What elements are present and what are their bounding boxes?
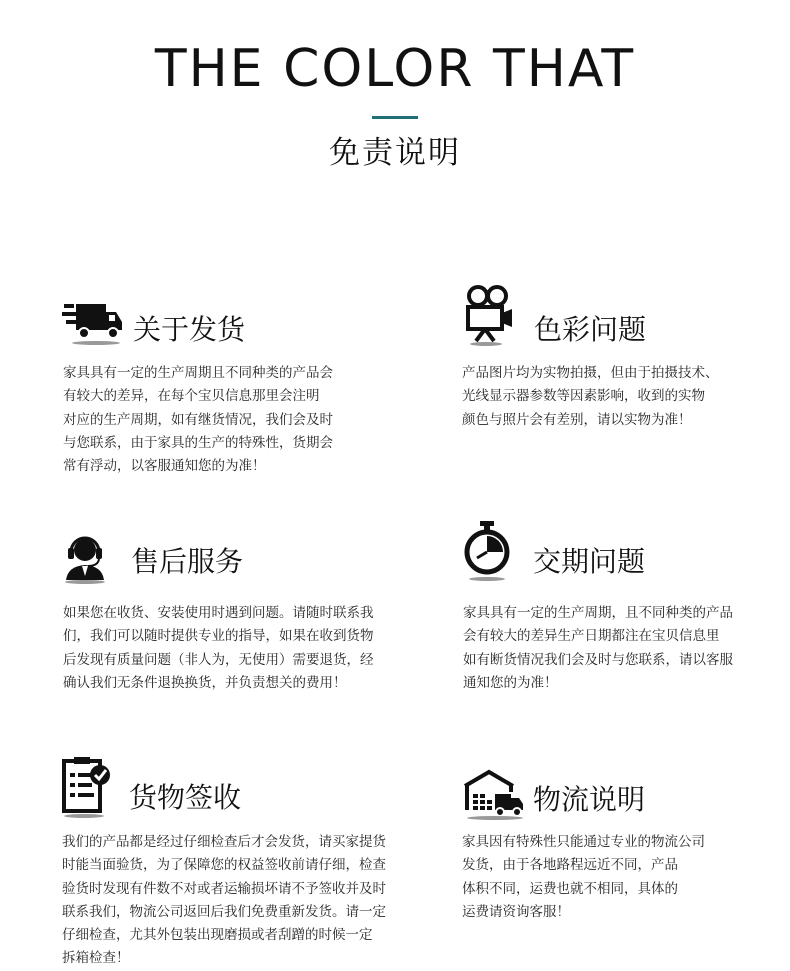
section-body: [462, 362, 719, 432]
section-title: 售后服务: [131, 545, 244, 578]
body-line: 时能当面验货，为了保障您的权益签收前请仔细，检查: [62, 857, 386, 874]
body-line: 光线显示器参数等因素影响，收到的实物: [462, 388, 705, 405]
video-camera-icon: [462, 285, 518, 347]
section-body: [463, 602, 733, 695]
section-body: [63, 602, 374, 695]
body-line: 们，我们可以随时提供专业的指导，如果在收到货物: [63, 628, 374, 645]
customer-service-icon: [62, 528, 108, 584]
body-line: 颜色与照片会有差别，请以实物为准！: [462, 411, 692, 428]
body-line: 家具因有特殊性只能通过专业的物流公司: [462, 834, 705, 850]
section-body: [63, 362, 333, 478]
body-line: 体积不同，运费也就不相同，具体的: [462, 880, 678, 897]
section-body: [462, 831, 705, 924]
body-line: 家具具有一定的生产周期且不同种类的产品会: [63, 365, 333, 381]
warehouse-truck-icon: [463, 768, 527, 820]
body-line: 后发现有质量问题（非人为，无使用）需要退货，经: [63, 651, 374, 668]
body-line: 如有断货情况我们会及时与您联系，请以客服: [463, 651, 733, 668]
page-title: THE COLOR THAT: [154, 39, 636, 99]
body-line: 运费请资询客服！: [462, 903, 570, 920]
body-line: 对应的生产周期，如有继货情况，我们会及时: [63, 411, 333, 428]
body-line: 仔细检查，尤其外包装出现磨损或者刮蹭的时候一定: [62, 927, 373, 944]
body-line: 通知您的为准！: [463, 674, 558, 691]
section-title: 货物签收: [129, 781, 242, 814]
body-line: 验货时发现有件数不对或者运输损坏请不予签收并及时: [62, 880, 386, 897]
checklist-icon: [60, 757, 112, 819]
body-line: 联系我们，物流公司返回后我们免费重新发货。请一定: [62, 903, 386, 920]
body-line: 确认我们无条件退换换货，并负责想关的费用！: [63, 674, 347, 691]
body-line: 如果您在收货、安装使用时遇到问题。请随时联系我: [63, 605, 374, 621]
body-line: 发货，由于各地路程远近不同，产品: [462, 857, 678, 874]
section-body: [62, 831, 386, 971]
body-line: 家具具有一定的生产周期，且不同种类的产品: [463, 605, 733, 621]
body-line: 我们的产品都是经过仔细检查后才会发货，请买家提货: [62, 834, 386, 850]
section-title: 物流说明: [533, 783, 646, 816]
section-title: 色彩问题: [534, 313, 647, 346]
title-divider: [372, 116, 418, 119]
body-line: 有较大的差异，在每个宝贝信息那里会注明: [63, 388, 320, 405]
delivery-truck-icon: [62, 300, 124, 346]
section-title: 关于发货: [133, 313, 246, 346]
body-line: 产品图片均为实物拍摄，但由于拍摄技术、: [462, 365, 719, 381]
body-line: 与您联系，由于家具的生产的特殊性，货期会: [63, 434, 333, 451]
body-line: 会有较大的差异生产日期都注在宝贝信息里: [463, 628, 720, 645]
section-title: 交期问题: [533, 545, 646, 578]
stopwatch-icon: [462, 520, 512, 582]
body-line: 常有浮动，以客服通知您的为准！: [63, 458, 266, 475]
body-line: 拆箱检查！: [62, 950, 130, 967]
page-subtitle: 免责说明: [329, 135, 461, 171]
